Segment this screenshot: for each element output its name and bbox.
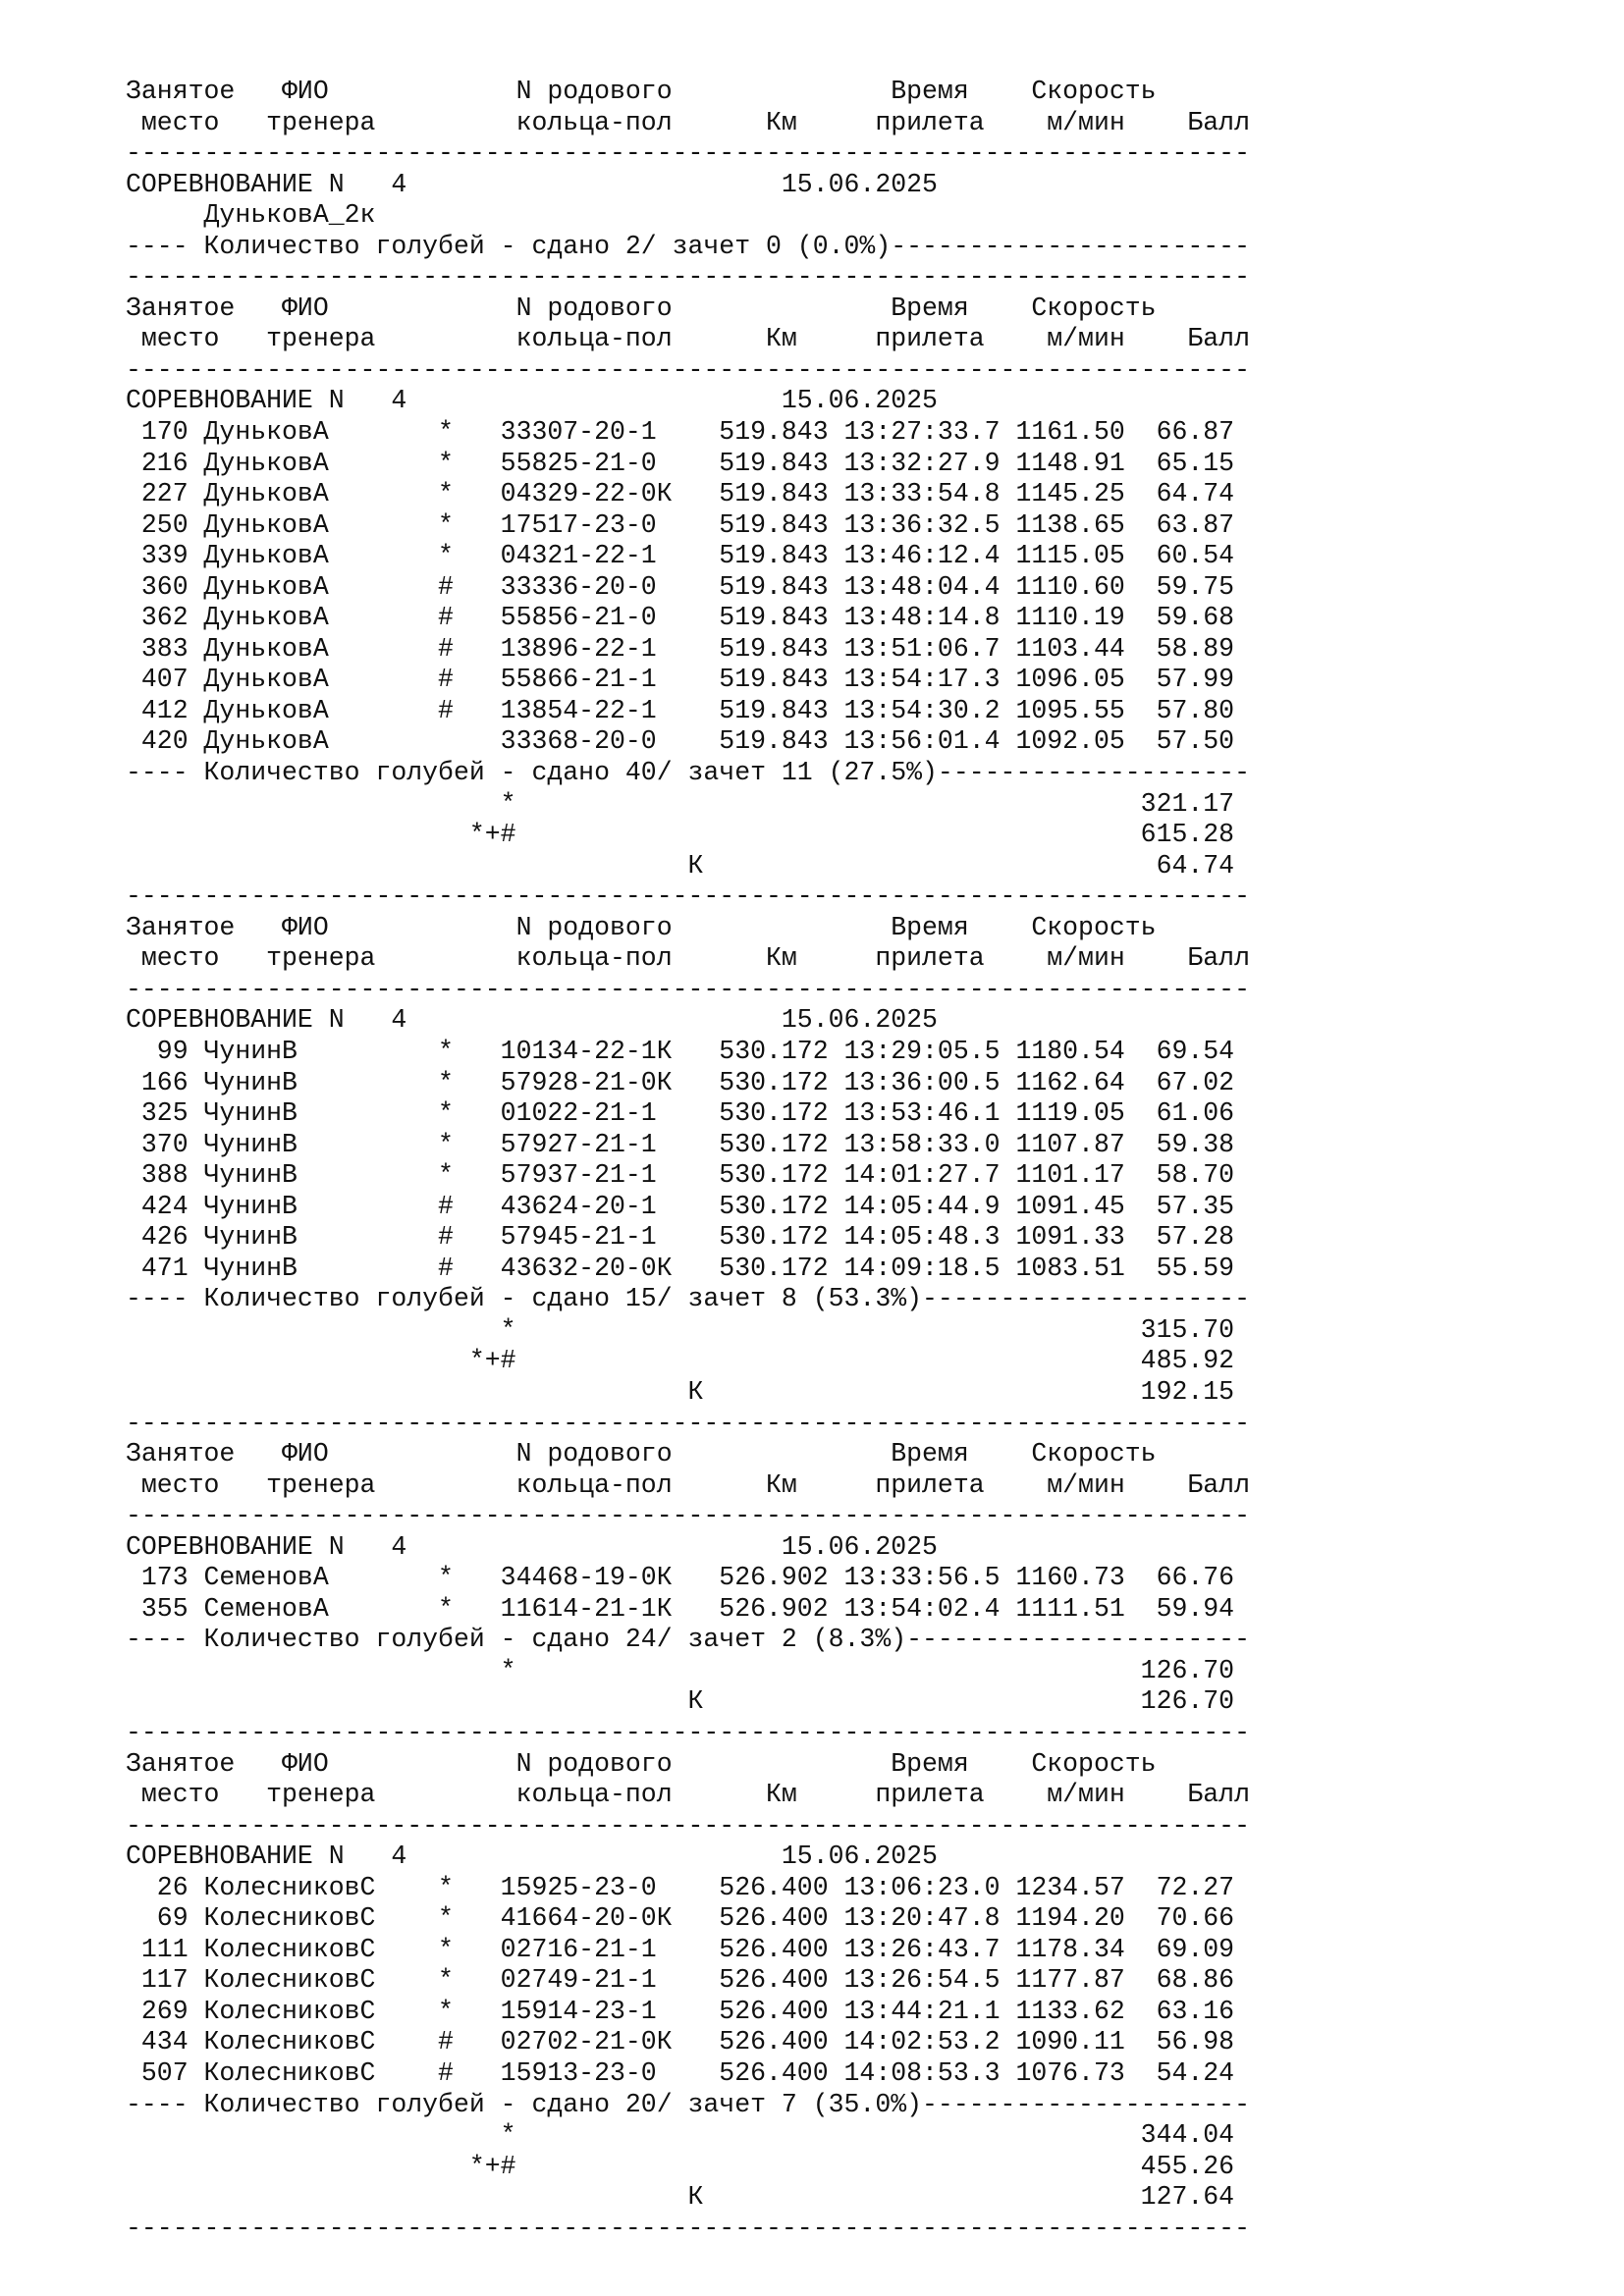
result-row: 412 ДуньковА # 13854-22-1 519.843 13:54:30.2 1095.55 57.80 bbox=[126, 695, 1235, 725]
separator-line: ------------------------------------------------------------------------ bbox=[126, 974, 1250, 1004]
result-row: 471 ЧунинВ # 43632-20-0К 530.172 14:09:18.5 1083.51 55.59 bbox=[126, 1253, 1235, 1283]
total-line: *+# 615.28 bbox=[126, 820, 1235, 850]
result-row: 383 ДуньковА # 13896-22-1 519.843 13:51:06.7 1103.44 58.89 bbox=[126, 633, 1235, 664]
total-line: * 315.70 bbox=[126, 1314, 1235, 1345]
pigeon-count-line: ---- Количество голубей - сдано 24/ зачет 2 (8.3%)---------------------- bbox=[126, 1625, 1250, 1655]
result-row: 424 ЧунинВ # 43624-20-1 530.172 14:05:44.9 1091.45 57.35 bbox=[126, 1191, 1235, 1221]
team-name: ДуньковА_2к bbox=[126, 200, 376, 231]
competition-line: СОРЕВНОВАНИЕ N 4 15.06.2025 bbox=[126, 1531, 938, 1562]
result-row: 360 ДуньковА # 33336-20-0 519.843 13:48:04.4 1110.60 59.75 bbox=[126, 571, 1235, 602]
total-line: К 126.70 bbox=[126, 1686, 1235, 1717]
result-row: 117 КолесниковС * 02749-21-1 526.400 13:26:54.5 1177.87 68.86 bbox=[126, 1965, 1235, 1996]
result-row: 325 ЧунинВ * 01022-21-1 530.172 13:53:46.1 1119.05 61.06 bbox=[126, 1098, 1235, 1129]
result-row: 426 ЧунинВ # 57945-21-1 530.172 14:05:48.3 1091.33 57.28 bbox=[126, 1222, 1235, 1253]
result-row: 434 КолесниковС # 02702-21-0К 526.400 14:02:53.2 1090.11 56.98 bbox=[126, 2027, 1235, 2057]
table-header-line-1: Занятое ФИО N родового Время Скорость bbox=[126, 77, 1157, 106]
competition-line: СОРЕВНОВАНИЕ N 4 15.06.2025 bbox=[126, 1005, 938, 1036]
result-row: 99 ЧунинВ * 10134-22-1К 530.172 13:29:05.5 1180.54 69.54 bbox=[126, 1036, 1235, 1066]
total-line: К 127.64 bbox=[126, 2182, 1235, 2213]
result-row: 166 ЧунинВ * 57928-21-0К 530.172 13:36:00.5 1162.64 67.02 bbox=[126, 1067, 1235, 1097]
result-row: 370 ЧунинВ * 57927-21-1 530.172 13:58:33.0 1107.87 59.38 bbox=[126, 1129, 1235, 1159]
table-header-line-2: место тренера кольца-пол Км прилета м/мин Балл bbox=[126, 1780, 1250, 1810]
table-header-line-1: Занятое ФИО N родового Время Скорость bbox=[126, 912, 1157, 942]
table-header-line-2: место тренера кольца-пол Км прилета м/мин Балл bbox=[126, 107, 1250, 137]
competition-line: СОРЕВНОВАНИЕ N 4 15.06.2025 bbox=[126, 1842, 938, 1872]
pigeon-count-line: ---- Количество голубей - сдано 40/ зачет 11 (27.5%)-------------------- bbox=[126, 758, 1250, 788]
result-row: 339 ДуньковА * 04321-22-1 519.843 13:46:12.4 1115.05 60.54 bbox=[126, 541, 1235, 571]
total-line: *+# 485.92 bbox=[126, 1346, 1235, 1376]
pigeon-count-line: ---- Количество голубей - сдано 2/ зачет 0 (0.0%)----------------------- bbox=[126, 231, 1250, 261]
result-row: 355 СеменовА * 11614-21-1К 526.902 13:54:02.4 1111.51 59.94 bbox=[126, 1593, 1235, 1624]
result-row: 227 ДуньковА * 04329-22-0К 519.843 13:33:54.8 1145.25 64.74 bbox=[126, 479, 1235, 509]
result-row: 362 ДуньковА # 55856-21-0 519.843 13:48:14.8 1110.19 59.68 bbox=[126, 603, 1235, 633]
result-row: 111 КолесниковС * 02716-21-1 526.400 13:26:43.7 1178.34 69.09 bbox=[126, 1934, 1235, 1964]
separator-line: ------------------------------------------------------------------------ bbox=[126, 354, 1250, 385]
table-header-line-2: место тренера кольца-пол Км прилета м/мин Балл bbox=[126, 943, 1250, 974]
result-row: 507 КолесниковС # 15913-23-0 526.400 14:08:53.3 1076.73 54.24 bbox=[126, 2058, 1235, 2088]
result-row: 250 ДуньковА * 17517-23-0 519.843 13:36:32.5 1138.65 63.87 bbox=[126, 509, 1235, 540]
result-row: 26 КолесниковС * 15925-23-0 526.400 13:06:23.0 1234.57 72.27 bbox=[126, 1872, 1235, 1902]
result-row: 170 ДуньковА * 33307-20-1 519.843 13:27:33.7 1161.50 66.87 bbox=[126, 417, 1235, 448]
separator-line: ------------------------------------------------------------------------ bbox=[126, 262, 1250, 293]
separator-line: ------------------------------------------------------------------------ bbox=[126, 881, 1250, 912]
total-line: *+# 455.26 bbox=[126, 2151, 1235, 2181]
separator-line: ------------------------------------------------------------------------ bbox=[126, 1810, 1250, 1841]
result-row: 269 КолесниковС * 15914-23-1 526.400 13:44:21.1 1133.62 63.16 bbox=[126, 1996, 1235, 2026]
total-line: * 321.17 bbox=[126, 788, 1235, 819]
result-row: 407 ДуньковА # 55866-21-1 519.843 13:54:17.3 1096.05 57.99 bbox=[126, 665, 1235, 695]
result-row: 420 ДуньковА 33368-20-0 519.843 13:56:01.4 1092.05 57.50 bbox=[126, 726, 1235, 757]
table-header-line-1: Занятое ФИО N родового Время Скорость bbox=[126, 1748, 1157, 1779]
pigeon-count-line: ---- Количество голубей - сдано 20/ зачет 7 (35.0%)--------------------- bbox=[126, 2089, 1250, 2119]
result-row: 388 ЧунинВ * 57937-21-1 530.172 14:01:27.7 1101.17 58.70 bbox=[126, 1160, 1235, 1191]
result-row: 173 СеменовА * 34468-19-0К 526.902 13:33:56.5 1160.73 66.76 bbox=[126, 1563, 1235, 1593]
separator-line: ------------------------------------------------------------------------ bbox=[126, 138, 1250, 169]
results-report bbox=[126, 77, 1540, 2244]
competition-line: СОРЕВНОВАНИЕ N 4 15.06.2025 bbox=[126, 169, 938, 199]
result-row: 69 КолесниковС * 41664-20-0К 526.400 13:20:47.8 1194.20 70.66 bbox=[126, 1903, 1235, 1934]
total-line: * 126.70 bbox=[126, 1655, 1235, 1685]
separator-line: ------------------------------------------------------------------------ bbox=[126, 1408, 1250, 1438]
total-line: К 192.15 bbox=[126, 1376, 1235, 1407]
table-header-line-2: место тренера кольца-пол Км прилета м/мин Балл bbox=[126, 324, 1250, 354]
separator-line: ------------------------------------------------------------------------ bbox=[126, 1717, 1250, 1747]
total-line: * 344.04 bbox=[126, 2120, 1235, 2151]
table-header-line-1: Занятое ФИО N родового Время Скорость bbox=[126, 293, 1157, 323]
table-header-line-2: место тренера кольца-пол Км прилета м/мин Балл bbox=[126, 1469, 1250, 1500]
table-header-line-1: Занятое ФИО N родового Время Скорость bbox=[126, 1439, 1157, 1469]
competition-line: СОРЕВНОВАНИЕ N 4 15.06.2025 bbox=[126, 386, 938, 416]
total-line: К 64.74 bbox=[126, 850, 1235, 881]
pigeon-count-line: ---- Количество голубей - сдано 15/ зачет 8 (53.3%)--------------------- bbox=[126, 1284, 1250, 1314]
separator-line: ------------------------------------------------------------------------ bbox=[126, 2213, 1250, 2243]
result-row: 216 ДуньковА * 55825-21-0 519.843 13:32:27.9 1148.91 65.15 bbox=[126, 448, 1235, 478]
separator-line: ------------------------------------------------------------------------ bbox=[126, 1501, 1250, 1531]
